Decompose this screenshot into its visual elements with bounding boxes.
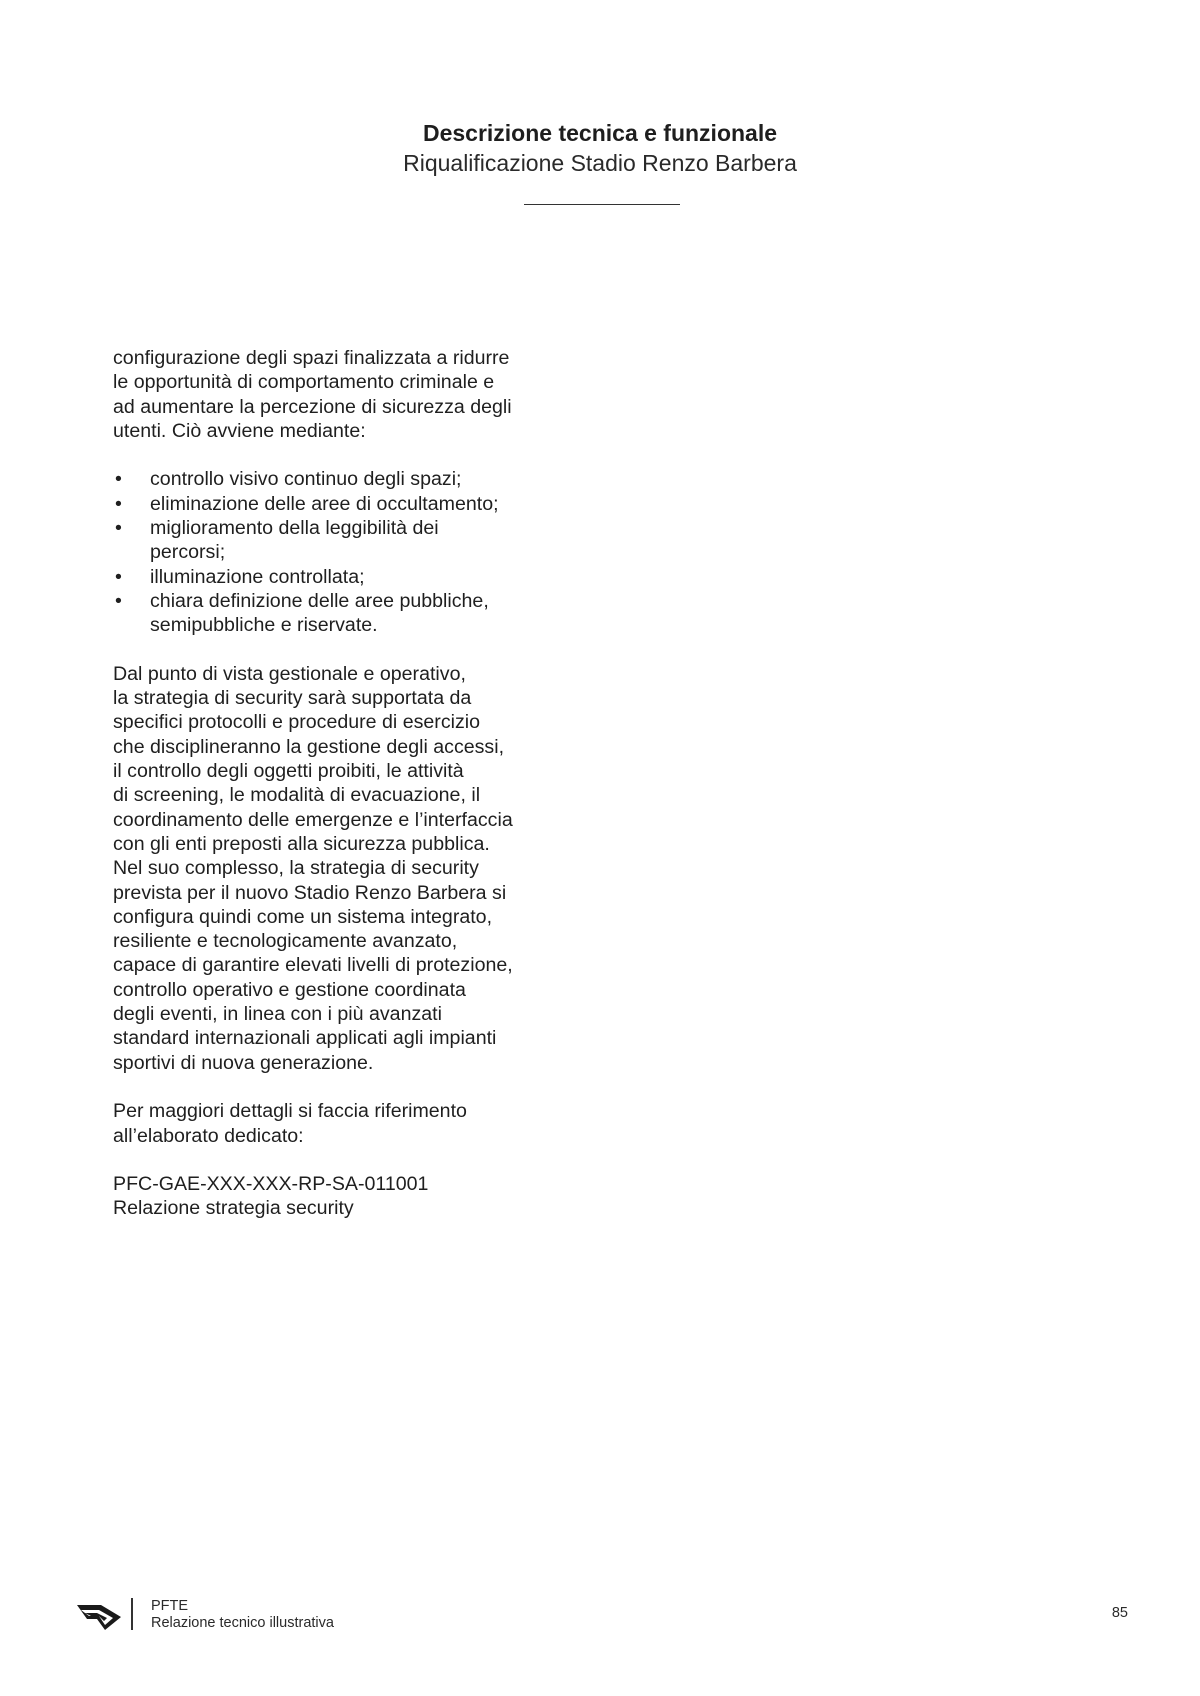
text-line: che disciplineranno la gestione degli accessi, xyxy=(113,735,505,758)
text-line: specifici protocolli e procedure di esercizio xyxy=(113,711,481,734)
text-line: con gli enti preposti alla sicurezza pubblica. xyxy=(113,832,490,855)
list-item xyxy=(113,589,593,638)
main-text xyxy=(113,346,593,1245)
bullet-marker: • xyxy=(115,589,122,612)
bullet-marker: • xyxy=(115,492,122,515)
eagle-logo-icon xyxy=(75,1597,123,1631)
list-item-text: illuminazione controllata; xyxy=(150,565,365,588)
text-line: il controllo degli oggetti proibiti, le attività xyxy=(113,760,464,783)
text-line: la strategia di security sarà supportata da xyxy=(113,687,472,710)
security-paragraph xyxy=(113,662,593,1075)
text-line: resiliente e tecnologicamente avanzato, xyxy=(113,930,458,953)
list-item-text: semipubbliche e riservate. xyxy=(150,614,378,637)
footer-title: PFTE xyxy=(151,1598,189,1614)
text-line: configura quindi come un sistema integrato, xyxy=(113,905,493,928)
text-line: capace di garantire elevati livelli di protezione, xyxy=(113,954,513,977)
list-item xyxy=(113,516,593,565)
text-line: coordinamento delle emergenze e l’interfaccia xyxy=(113,808,513,831)
document-title: Relazione strategia security xyxy=(113,1197,354,1220)
bullet-list xyxy=(113,467,593,637)
text-line: configurazione degli spazi finalizzata a ridurre xyxy=(113,347,510,369)
text-line: Nel suo complesso, la strategia di security xyxy=(113,857,479,880)
list-item-text: miglioramento della leggibilità dei xyxy=(150,517,439,540)
list-item-text: chiara definizione delle aree pubbliche, xyxy=(150,589,489,612)
text-line: Dal punto di vista gestionale e operativo, xyxy=(113,662,466,685)
title-divider xyxy=(524,204,680,205)
bullet-marker: • xyxy=(115,468,122,491)
text-line: Per maggiori dettagli si faccia riferimento xyxy=(113,1100,467,1123)
list-item xyxy=(113,565,593,589)
text-line: sportivi di nuova generazione. xyxy=(113,1051,374,1074)
page-number: 85 xyxy=(1111,1605,1128,1621)
text-line: prevista per il nuovo Stadio Renzo Barbera si xyxy=(113,881,507,904)
document-code: PFC-GAE-XXX-XXX-RP-SA-011001 xyxy=(113,1173,429,1196)
reference-paragraph xyxy=(113,1099,593,1148)
list-item xyxy=(113,467,593,491)
text-line: di screening, le modalità di evacuazione, il xyxy=(113,784,481,807)
footer-divider xyxy=(131,1598,133,1630)
footer-subtitle: Relazione tecnico illustrativa xyxy=(151,1615,334,1631)
list-item xyxy=(113,492,593,516)
text-line: degli eventi, in linea con i più avanzati xyxy=(113,1003,442,1026)
list-item-text: percorsi; xyxy=(150,541,226,564)
document-reference xyxy=(113,1172,593,1221)
text-line: utenti. Ciò avviene mediante: xyxy=(113,419,366,442)
list-item-text: controllo visivo continuo degli spazi; xyxy=(150,468,462,491)
text-line: le opportunità di comportamento criminale e xyxy=(113,371,495,394)
text-line: standard internazionali applicati agli impianti xyxy=(113,1027,497,1050)
intro-paragraph xyxy=(113,346,593,443)
footer-label xyxy=(151,1598,334,1632)
list-item-text: eliminazione delle aree di occultamento; xyxy=(150,492,499,515)
text-line: controllo operativo e gestione coordinata xyxy=(113,978,466,1001)
page-title: Descrizione tecnica e funzionale xyxy=(422,120,778,146)
page-header xyxy=(0,118,1200,178)
page-subtitle: Riqualificazione Stadio Renzo Barbera xyxy=(403,150,797,176)
text-line: all’elaborato dedicato: xyxy=(113,1124,304,1147)
text-line: ad aumentare la percezione di sicurezza degli xyxy=(113,395,512,418)
bullet-marker: • xyxy=(115,517,122,540)
bullet-marker: • xyxy=(115,565,122,588)
